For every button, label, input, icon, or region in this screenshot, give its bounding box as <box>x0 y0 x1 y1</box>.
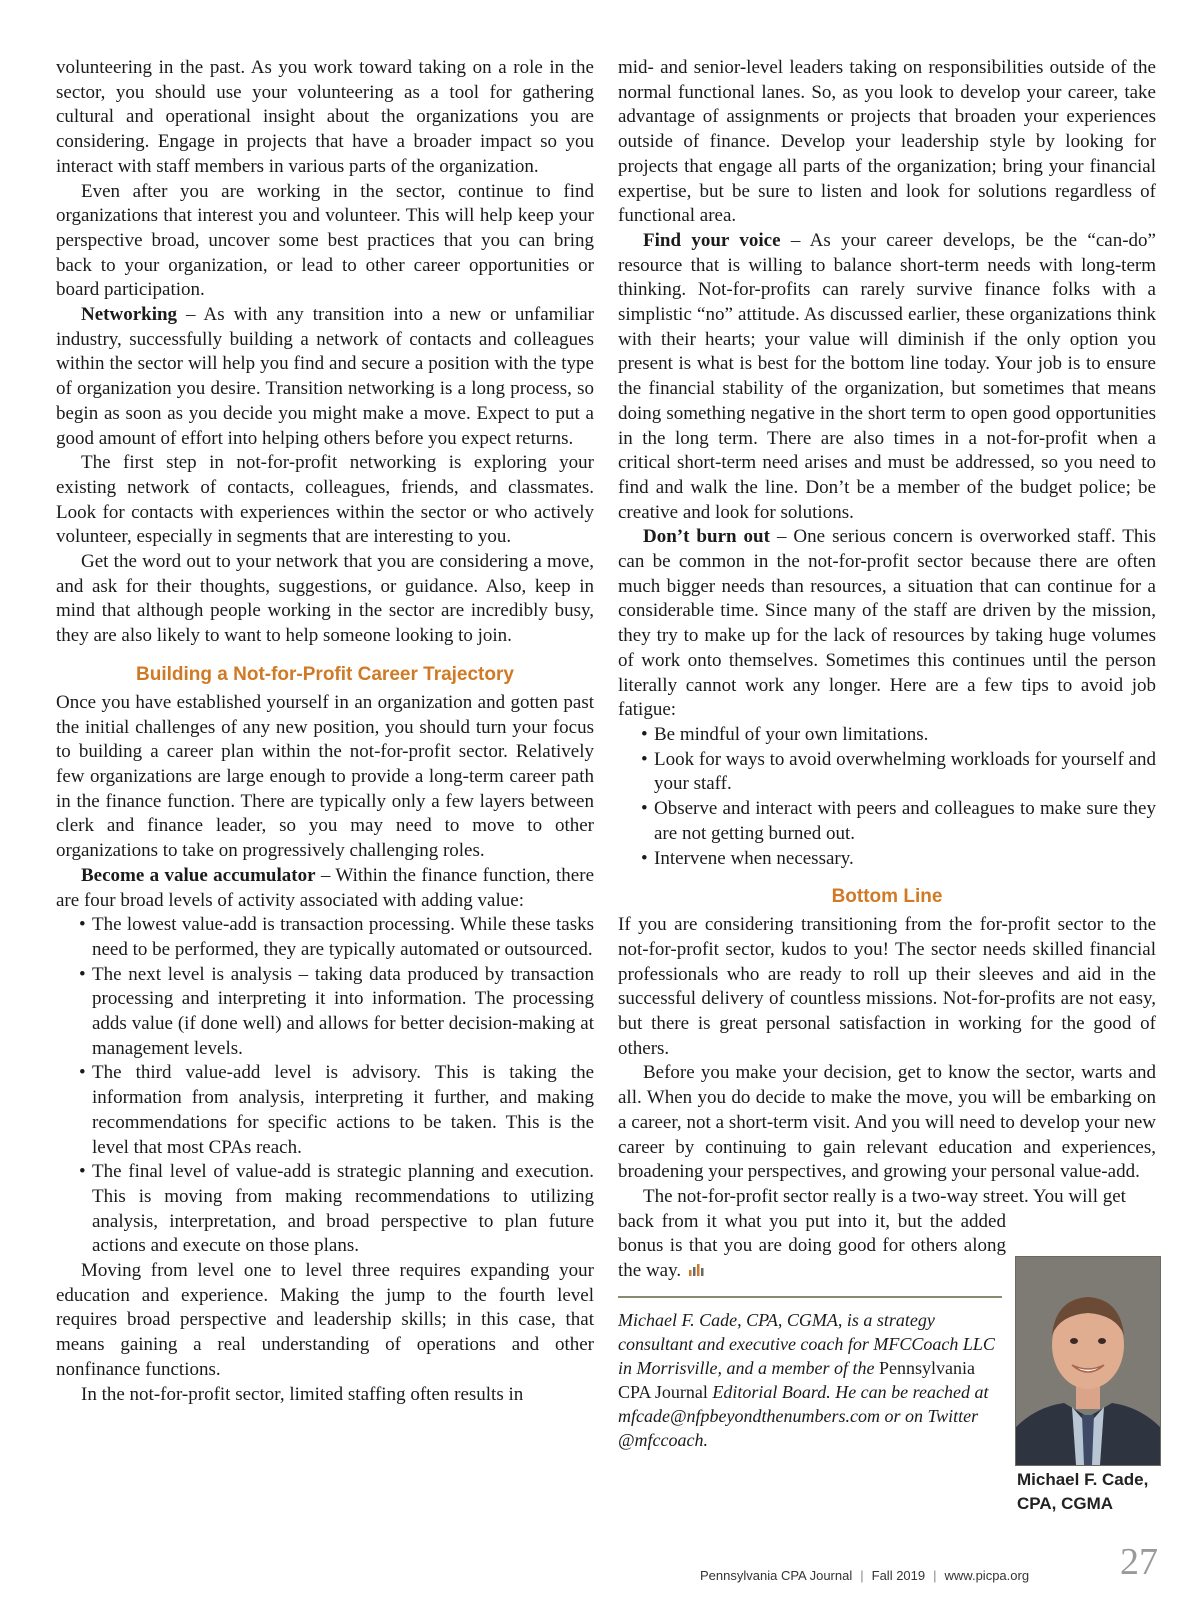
run-in-heading: Become a value accumulator <box>81 864 316 886</box>
paragraph <box>56 864 594 913</box>
portrait-illustration <box>1016 1257 1160 1465</box>
right-column <box>618 56 1156 1452</box>
paragraph <box>618 525 1156 723</box>
end-mark-icon <box>687 1262 705 1278</box>
value-levels-list <box>56 913 594 1259</box>
list-item: • The final level of value-add is strategic planning and execution. This is moving from making recommendations to utilizing analysis, interpretation, and broad perspective to plan future actions and execute on those plans. <box>56 1160 594 1259</box>
paragraph: Before you make your decision, get to know the sector, warts and all. When you do decide to make the move, you will be embarking on a career, not a short-term visit. And you will need to develop your new career by continuing to gain relevant education and experiences, broadening your perspectives, and growing your personal value-add. <box>618 1062 1156 1183</box>
paragraph: The not-for-profit sector really is a two-way street. You will get <box>643 1185 1126 1207</box>
tips-list <box>618 723 1156 871</box>
paragraph <box>618 229 1156 525</box>
paragraph-text: back from it what you put into it, but the added bonus is that you are doing good for others along the way. <box>618 1210 1006 1282</box>
bio-text: Editorial Board. He can be reached at mfcade@nfpbeyondthenumbers.com or on Twitter @mfccoach. <box>618 1381 989 1450</box>
bio-divider <box>618 1296 1002 1298</box>
journal-name: Pennsylvania CPA Journal <box>618 1357 975 1402</box>
list-item: • Observe and interact with peers and colleagues to make sure they are not getting burned out. <box>618 797 1156 846</box>
author-bio <box>618 1308 1002 1452</box>
paragraph: volunteering in the past. As you work toward taking on a role in the sector, you should use your volunteering as a tool for gathering cultural and operational insight about the organizations you are considering. Engage in projects that have a broader impact so you interact with staff members in various parts of the organization. <box>56 57 594 177</box>
left-column <box>56 56 594 1407</box>
footer-website[interactable]: www.picpa.org <box>944 1568 1030 1583</box>
author-name: Michael F. Cade, <box>1017 1470 1149 1489</box>
page-footer <box>700 1568 1029 1583</box>
footer-separator: | <box>933 1568 937 1583</box>
list-item: • Look for ways to avoid overwhelming workloads for yourself and your staff. <box>618 748 1156 797</box>
paragraph-text: – As with any transition into a new or unfamiliar industry, successfully building a network of contacts and colleagues within the sector will help you find and secure a position with the type of organization you desire. Transition networking is a long process, so begin as soon as you decide you might make a move. Expect to put a good amount of effort into helping others before you expect returns. <box>56 304 594 449</box>
paragraph: The first step in not-for-profit networking is exploring your existing network of contacts, colleagues, friends, and classmates. Look for contacts with experiences within the sector or who actively volunteer, especially in segments that are interesting to you. <box>56 452 594 548</box>
paragraph: Get the word out to your network that you are considering a move, and ask for their thoughts, suggestions, or guidance. Also, keep in mind that although people working in the sector are incredibly busy, they are also likely to want to help someone looking to join. <box>56 551 594 647</box>
paragraph: Once you have established yourself in an organization and gotten past the initial challenges of any new position, you should turn your focus to building a career plan within the not-for-profit sector. Relatively few organizations are large enough to provide a long-term career path in the finance function. There are typically only a few layers between clerk and finance leader, so you may need to move to other organizations to take on progressively challenging roles. <box>56 691 594 862</box>
list-item: • Intervene when necessary. <box>618 847 1156 872</box>
paragraph: Even after you are working in the sector, continue to find organizations that interest you and volunteer. This will help keep your perspective broad, uncover some best practices that you can bring back to your organization, or lead to other career opportunities or board participation. <box>56 180 594 301</box>
paragraph-text: – Within the finance function, there are four broad levels of activity associated with adding value: <box>56 864 594 911</box>
wrapped-text <box>618 1210 1006 1284</box>
paragraph: If you are considering transitioning from the for-profit sector to the not-for-profit sector, kudos to you! The sector needs skilled financial professionals who are ready to roll up their sleeves and aid in the successful delivery of countless missions. Not-for-profits are not easy, but there is great personal satisfaction in working for the good of others. <box>618 914 1156 1059</box>
run-in-heading: Don’t burn out <box>643 526 770 548</box>
paragraph <box>56 303 594 451</box>
paragraph-text: – One serious concern is overworked staff. This can be common in the not-for-profit sector because there are often much bigger needs than resources, a situation that can continue for a considerable time. Since many of the staff are driven by the mission, they try to make up for the lack of resources by taking huge volumes of work onto themselves. Sometimes this continues until the person literally cannot work any longer. Here are a few tips to avoid job fatigue: <box>618 526 1156 721</box>
paragraph: In the not-for-profit sector, limited staffing often results in <box>81 1383 524 1405</box>
author-credentials: CPA, CGMA <box>1017 1494 1114 1513</box>
list-item: • The third value-add level is advisory. This is taking the information from analysis, interpreting it further, and making recommendations for specific actions to be taken. This is the level that most CPAs reach. <box>56 1061 594 1160</box>
list-item: • Be mindful of your own limitations. <box>618 723 1156 748</box>
list-item: • The lowest value-add is transaction processing. While these tasks need to be performed, they are typically automated or outsourced. <box>56 913 594 962</box>
paragraph: Moving from level one to level three requires expanding your education and experience. Making the jump to the fourth level requires broad perspective and leadership skills; in this case, that means gaining a real understanding of operations and other nonfinance functions. <box>56 1260 594 1380</box>
footer-journal: Pennsylvania CPA Journal <box>700 1568 853 1583</box>
run-in-heading: Networking <box>81 304 178 326</box>
author-caption <box>1017 1468 1177 1516</box>
paragraph: mid- and senior-level leaders taking on responsibilities outside of the normal functional lanes. So, as you look to develop your career, take advantage of assignments or projects that broaden your experiences outside of finance. Develop your leadership style by looking for projects that engage all parts of the organization; bring your financial expertise, but be sure to listen and look for solutions regardless of functional area. <box>618 57 1156 227</box>
footer-separator: | <box>860 1568 864 1583</box>
author-photo <box>1015 1256 1161 1466</box>
section-heading: Bottom Line <box>831 886 943 908</box>
bio-text: Michael F. Cade, CPA, CGMA, is a strategy consultant and executive coach for MFCCoach LLC in Morrisville, and a member of the <box>618 1309 995 1378</box>
list-item: • The next level is analysis – taking data produced by transaction processing and interpreting it into information. The processing adds value (if done well) and allows for better decision-making at management levels. <box>56 963 594 1062</box>
footer-issue: Fall 2019 <box>871 1568 926 1583</box>
section-heading: Building a Not-for-Profit Career Trajectory <box>136 663 514 685</box>
run-in-heading: Find your voice <box>643 229 781 251</box>
paragraph-text: – As your career develops, be the “can-do” resource that is willing to balance short-term needs with long-term thinking. Not-for-profits can rarely survive finance folks with a simplistic “no” attitude. As discussed earlier, these organizations think with their hearts; your value will diminish if the only option you present is what is best for the bottom line today. Your job is to ensure the financial stability of the organization, but sometimes that means doing something negative in the short term to open good opportunities in the long term. There are also times in a not-for-profit when a critical short-term need arises and must be addressed, so you need to find and walk the line. Don’t be a member of the budget police; be creative and look for solutions. <box>618 229 1156 523</box>
page-number: 27 <box>1120 1541 1158 1583</box>
